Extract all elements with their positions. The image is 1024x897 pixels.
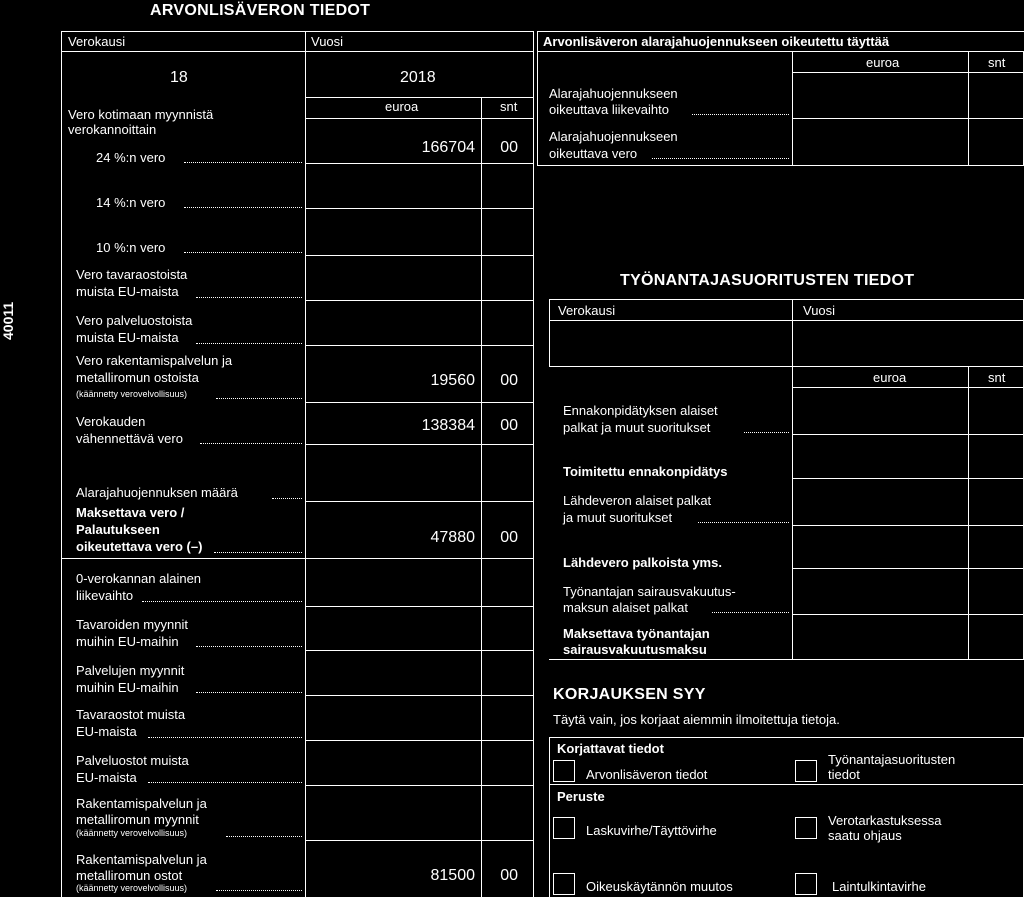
employer-correction-checkbox[interactable]: [795, 760, 817, 782]
case-law-change-label: Oikeuskäytännön muutos: [586, 879, 733, 894]
vat-correction-label: Arvonlisäveron tiedot: [586, 767, 708, 782]
threshold-tax-label1: Alarajahuojennukseen: [549, 129, 678, 144]
vat-row-goods-purchases-eu-label1: Tavaraostot muista: [76, 707, 186, 722]
vat-row-services-sales-eu-label2: muihin EU-maihin: [76, 680, 179, 695]
employer-withholding-wages-label1: Ennakonpidätyksen alaiset: [563, 403, 718, 418]
vat-row-services-purchases-eu-label2: EU-maista: [76, 770, 137, 785]
vat-year-value[interactable]: 2018: [400, 69, 436, 86]
correction-title: KORJAUKSEN SYY: [553, 686, 706, 703]
domestic-sales-label: Vero kotimaan myynnistä verokannoittain: [68, 107, 214, 137]
vat-row-services-eu-label1: Vero palveluostoista: [76, 313, 193, 328]
vat-row-construction-sales-label1: Rakentamispalvelun ja: [76, 796, 207, 811]
vat-row-construction-purchases-cents[interactable]: 00: [500, 867, 518, 884]
vat-row-construction-purchases-note: (käännetty verovelvollisuus): [76, 883, 188, 893]
vat-row-goods-purchases-eu-label2: EU-maista: [76, 724, 137, 739]
employer-health-payable-label1: Maksettava työnantajan: [563, 626, 710, 641]
threshold-heading: Arvonlisäveron alarajahuojennukseen oikeutettu täyttää: [543, 34, 890, 49]
vat-row-goods-sales-eu-label2: muihin EU-maihin: [76, 634, 179, 649]
vat-section-title: ARVONLISÄVERON TIEDOT: [150, 2, 371, 19]
vat-row-services-sales-eu-label1: Palvelujen myynnit: [76, 663, 185, 678]
vat-row-10-label: 10 %:n vero: [96, 240, 166, 255]
vat-row-services-purchases-eu-label1: Palveluostot muista: [76, 753, 189, 768]
vat-row-24-euros[interactable]: 166704: [421, 139, 475, 156]
case-law-change-checkbox[interactable]: [553, 873, 575, 895]
employer-health-wages-label1: Työnantajan sairausvakuutus-: [563, 584, 736, 599]
law-interpretation-error-checkbox[interactable]: [795, 873, 817, 895]
vat-row-14-label: 14 %:n vero: [96, 195, 166, 210]
employer-withholding-paid-label: Toimitettu ennakonpidätys: [563, 464, 728, 479]
employer-cent-header: snt: [988, 370, 1006, 385]
vat-period-label: Verokausi: [68, 34, 126, 49]
audit-guidance-checkbox[interactable]: [795, 817, 817, 839]
vat-row-construction-purchase-euros[interactable]: 19560: [430, 372, 475, 389]
vat-row-construction-purchases-label2: metalliromun ostot: [76, 868, 183, 883]
employer-health-payable-label2: sairausvakuutusmaksu: [563, 642, 707, 657]
vat-row-payable-cents[interactable]: 00: [500, 529, 518, 546]
employer-correction-label2: tiedot: [828, 767, 860, 782]
corrected-data-heading: Korjattavat tiedot: [557, 741, 664, 756]
vat-row-threshold-amount-label: Alarajahuojennuksen määrä: [76, 485, 238, 500]
vat-row-deductible-label2: vähennettävä vero: [76, 431, 183, 446]
vat-row-payable-label3: oikeutettava vero (–): [76, 539, 203, 554]
employer-euro-header: euroa: [873, 370, 907, 385]
employer-source-tax-wages-label1: Lähdeveron alaiset palkat: [563, 493, 712, 508]
vat-row-construction-purchase-label2: metalliromun ostoista: [76, 370, 199, 385]
employer-correction-label1: Työnantajasuoritusten: [828, 752, 956, 767]
law-interpretation-error-label: Laintulkintavirhe: [832, 879, 926, 894]
vat-period-value[interactable]: 18: [170, 69, 188, 86]
threshold-euro-header: euroa: [866, 55, 900, 70]
vat-row-goods-eu-label2: muista EU-maista: [76, 284, 179, 299]
form-code: 40011: [0, 301, 16, 340]
vat-row-24-cents[interactable]: 00: [500, 139, 518, 156]
vat-row-payable-label1: Maksettava vero /: [76, 505, 185, 520]
vat-row-24-label: 24 %:n vero: [96, 150, 166, 165]
vat-row-payable-euros[interactable]: 47880: [430, 529, 475, 546]
vat-cent-header: snt: [500, 99, 518, 114]
vat-year-label: Vuosi: [311, 34, 344, 49]
employer-source-tax-wages-label2: ja muut suoritukset: [563, 510, 673, 525]
employer-section-title: TYÖNANTAJASUORITUSTEN TIEDOT: [620, 272, 915, 289]
vat-correction-checkbox[interactable]: [553, 760, 575, 782]
vat-row-construction-purchases-label1: Rakentamispalvelun ja: [76, 852, 207, 867]
employer-period-label: Verokausi: [558, 303, 616, 318]
vat-row-construction-sales-note: (käännetty verovelvollisuus): [76, 828, 188, 838]
vat-row-construction-purchase-note: (käännetty verovelvollisuus): [76, 389, 188, 399]
employer-withholding-wages-label2: palkat ja muut suoritukset: [563, 420, 711, 435]
threshold-cent-header: snt: [988, 55, 1006, 70]
vat-row-zero-rate-label1: 0-verokannan alainen: [76, 571, 202, 586]
calculation-error-label: Laskuvirhe/Täyttövirhe: [586, 823, 717, 838]
vat-row-construction-purchases-euros[interactable]: 81500: [430, 867, 475, 884]
threshold-turnover-label2: oikeuttava liikevaihto: [549, 102, 669, 117]
employer-source-tax-label: Lähdevero palkoista yms.: [563, 555, 722, 570]
vat-row-goods-sales-eu-label1: Tavaroiden myynnit: [76, 617, 188, 632]
employer-health-wages-label2: maksun alaiset palkat: [563, 600, 689, 615]
threshold-turnover-label1: Alarajahuojennukseen: [549, 86, 678, 101]
threshold-tax-label2: oikeuttava vero: [549, 146, 638, 161]
vat-row-goods-eu-label1: Vero tavaraostoista: [76, 267, 188, 282]
vat-row-payable-label2: Palautukseen: [76, 522, 160, 537]
vat-row-deductible-cents[interactable]: 00: [500, 417, 518, 434]
audit-guidance-label2: saatu ohjaus: [828, 828, 902, 843]
vat-row-construction-purchase-cents[interactable]: 00: [500, 372, 518, 389]
vat-euro-header: euroa: [385, 99, 419, 114]
vat-row-deductible-label1: Verokauden: [76, 414, 146, 429]
vat-row-zero-rate-label2: liikevaihto: [76, 588, 134, 603]
basis-heading: Peruste: [557, 789, 605, 804]
audit-guidance-label1: Verotarkastuksessa: [828, 813, 942, 828]
employer-year-label: Vuosi: [803, 303, 836, 318]
vat-row-construction-purchase-label1: Vero rakentamispalvelun ja: [76, 353, 233, 368]
correction-subtitle: Täytä vain, jos korjaat aiemmin ilmoitettuja tietoja.: [553, 712, 840, 727]
calculation-error-checkbox[interactable]: [553, 817, 575, 839]
vat-row-deductible-euros[interactable]: 138384: [421, 417, 475, 434]
vat-row-services-eu-label2: muista EU-maista: [76, 330, 179, 345]
vat-row-construction-sales-label2: metalliromun myynnit: [76, 812, 199, 827]
